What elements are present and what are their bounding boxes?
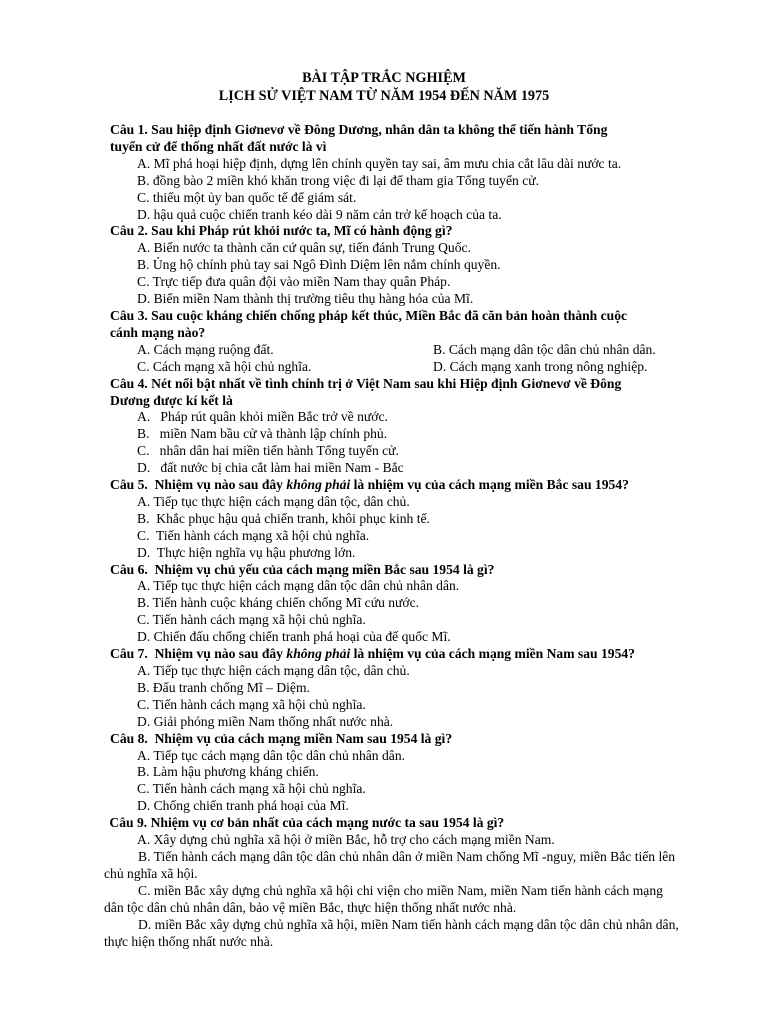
question-2-option-b: B. Ủng hộ chính phủ tay sai Ngô Đình Diệm lên nắm chính quyền. (137, 257, 501, 273)
question-4-text-line-2: Dương được kí kết là (110, 392, 233, 408)
question-5-option-c: C. Tiến hành cách mạng xã hội chủ nghĩa. (137, 527, 370, 543)
question-5-option-d: D. Thực hiện nghĩa vụ hậu phương lớn. (137, 544, 356, 560)
question-1 (110, 122, 760, 223)
question-9-text: Câu 9. Nhiệm vụ cơ bản nhất của cách mạng nước ta sau 1954 là gì? (106, 815, 505, 831)
question-9-option-d (104, 917, 760, 951)
question-5-text-suffix: là nhiệm vụ của cách mạng miền Bắc sau 1954? (350, 477, 629, 493)
question-9-option-a: A. Xây dựng chủ nghĩa xã hội ở miền Bắc, hỗ trợ cho cách mạng miền Nam. (137, 832, 555, 848)
question-3-option-c: C. Cách mạng xã hội chủ nghĩa. (137, 358, 312, 374)
question-2 (110, 223, 760, 308)
question-3-text-line-2: cánh mạng nào? (110, 324, 206, 340)
question-5-option-a: A. Tiếp tục thực hiện cách mạng dân tộc, dân chủ. (137, 493, 410, 509)
question-1-text-line-1: Câu 1. Sau hiệp định Giơnevơ về Đông Dương, nhân dân ta không thể tiến hành Tổng (110, 122, 608, 137)
question-8-option-b: B. Làm hậu phương kháng chiến. (137, 764, 319, 780)
question-9-option-b-line-2: chủ nghĩa xã hội. (104, 865, 198, 881)
question-4-option-a: A. Pháp rút quân khỏi miền Bắc trở về nước. (137, 409, 388, 425)
question-4-option-b: B. miền Nam bầu cử và thành lập chính phủ. (137, 426, 388, 442)
question-9-option-c-line-1: C. miền Bắc xây dựng chủ nghĩa xã hội chi viện cho miền Nam, miền Nam tiến hành cách mạng (138, 882, 663, 898)
worksheet-title: BÀI TẬP TRẮC NGHIỆM (302, 70, 466, 86)
question-8-option-a: A. Tiếp tục cách mạng dân tộc dân chủ nhân dân. (137, 747, 406, 763)
question-3 (110, 308, 760, 376)
question-6-option-b: B. Tiến hành cuộc kháng chiến chống Mĩ cứu nước. (137, 595, 420, 611)
question-6-option-c: C. Tiến hành cách mạng xã hội chủ nghĩa. (137, 612, 366, 628)
question-6-text: Câu 6. Nhiệm vụ chủ yếu của cách mạng miền Bắc sau 1954 là gì? (110, 561, 495, 577)
question-8 (110, 731, 760, 816)
question-5-option-b: B. Khắc phục hậu quả chiến tranh, khôi phục kinh tế. (137, 510, 430, 526)
question-5-text-emphasis: không phải (286, 477, 351, 493)
question-2-option-c: C. Trực tiếp đưa quân đội vào miền Nam thay quân Pháp. (137, 274, 451, 290)
question-3-option-b: B. Cách mạng dân tộc dân chủ nhân dân. (433, 341, 656, 357)
question-6-option-a: A. Tiếp tục thực hiện cách mạng dân tộc dân chủ nhân dân. (137, 578, 460, 594)
question-4-option-d: D. đất nước bị chia cắt làm hai miền Nam - Bắc (137, 460, 404, 476)
question-8-text: Câu 8. Nhiệm vụ của cách mạng miền Nam sau 1954 là gì? (110, 730, 453, 746)
question-1-option-d: D. hậu quả cuộc chiến tranh kéo dài 9 năm cản trở kế hoạch của ta. (137, 206, 502, 222)
question-7-text (110, 646, 760, 663)
question-6-option-d: D. Chiến đấu chống chiến tranh phá hoại của đế quốc Mĩ. (137, 629, 451, 645)
question-5-text (110, 477, 760, 494)
question-3-options (110, 342, 760, 376)
question-4-text-line-1: Câu 4. Nét nổi bật nhất về tình chính trị ở Việt Nam sau khi Hiệp định Giơnevơ về Đông (110, 375, 622, 391)
question-1-option-a: A. Mĩ phá hoại hiệp định, dựng lên chính quyền tay sai, âm mưu chia cắt lâu dài nước ta. (137, 155, 622, 171)
question-9-option-d-line-2: thực hiện thống nhất nước nhà. (104, 933, 274, 949)
question-5 (110, 477, 760, 562)
question-list (104, 122, 760, 950)
question-7-option-a: A. Tiếp tục thực hiện cách mạng dân tộc, dân chủ. (137, 663, 410, 678)
question-8-option-c: C. Tiến hành cách mạng xã hội chủ nghĩa. (137, 781, 366, 797)
question-7-text-emphasis: không phải (286, 646, 351, 662)
question-6 (110, 562, 760, 647)
question-9-option-b-line-1: B. Tiến hành cách mạng dân tộc dân chủ nhân dân ở miền Nam chống Mĩ -nguy, miền Bắc tiến lên (138, 848, 676, 864)
question-9-option-c-line-2: dân tộc dân chủ nhân dân, bảo vệ miền Bắc, thực hiện thống nhất nước nhà. (104, 899, 517, 915)
question-4-option-c: C. nhân dân hai miền tiến hành Tổng tuyển cử. (137, 443, 399, 459)
question-4 (110, 376, 760, 477)
question-9-option-c (104, 883, 760, 917)
question-2-option-a: A. Biến nước ta thành căn cứ quân sự, tiến đánh Trung Quốc. (137, 240, 471, 256)
question-7-text-suffix: là nhiệm vụ của cách mạng miền Nam sau 1954? (350, 646, 635, 662)
question-9-option-d-line-1: D. miền Bắc xây dựng chủ nghĩa xã hội, miền Nam tiến hành cách mạng dân tộc dân chủ nhân dân, (138, 916, 679, 932)
question-2-option-d: D. Biến miền Nam thành thị trường tiêu thụ hàng hóa của Mĩ. (137, 291, 474, 307)
question-9 (104, 815, 760, 950)
question-7-text-prefix: Câu 7. Nhiệm vụ nào sau đây (110, 646, 287, 662)
question-1-text-line-2: tuyển cử để thống nhất đất nước là vì (110, 138, 327, 154)
question-7-option-b: B. Đấu tranh chống Mĩ – Diệm. (137, 679, 310, 695)
question-1-option-c: C. thiếu một ủy ban quốc tế để giám sát. (137, 189, 357, 205)
question-7-option-d: D. Giải phóng miền Nam thống nhất nước nhà. (137, 713, 394, 729)
question-1-option-b: B. đồng bào 2 miền khó khăn trong việc đi lại để tham gia Tổng tuyển cử. (137, 172, 540, 188)
question-5-text-prefix: Câu 5. Nhiệm vụ nào sau đây (110, 477, 287, 493)
question-7-option-c: C. Tiến hành cách mạng xã hội chủ nghĩa. (137, 696, 366, 712)
question-8-option-d: D. Chống chiến tranh phá hoại của Mĩ. (137, 798, 349, 814)
question-2-text: Câu 2. Sau khi Pháp rút khỏi nước ta, Mĩ có hành động gì? (110, 223, 453, 239)
worksheet-subtitle: LỊCH SỬ VIỆT NAM TỪ NĂM 1954 ĐẾN NĂM 1975 (218, 88, 550, 104)
question-3-option-d: D. Cách mạng xanh trong nông nghiệp. (433, 358, 648, 374)
question-3-text-line-1: Câu 3. Sau cuộc kháng chiến chống pháp kết thúc, Miền Bắc đã căn bản hoàn thành cuộc (110, 307, 628, 323)
question-3-option-a: A. Cách mạng ruộng đất. (137, 341, 274, 357)
question-9-option-b (104, 849, 760, 883)
question-7 (110, 646, 760, 731)
